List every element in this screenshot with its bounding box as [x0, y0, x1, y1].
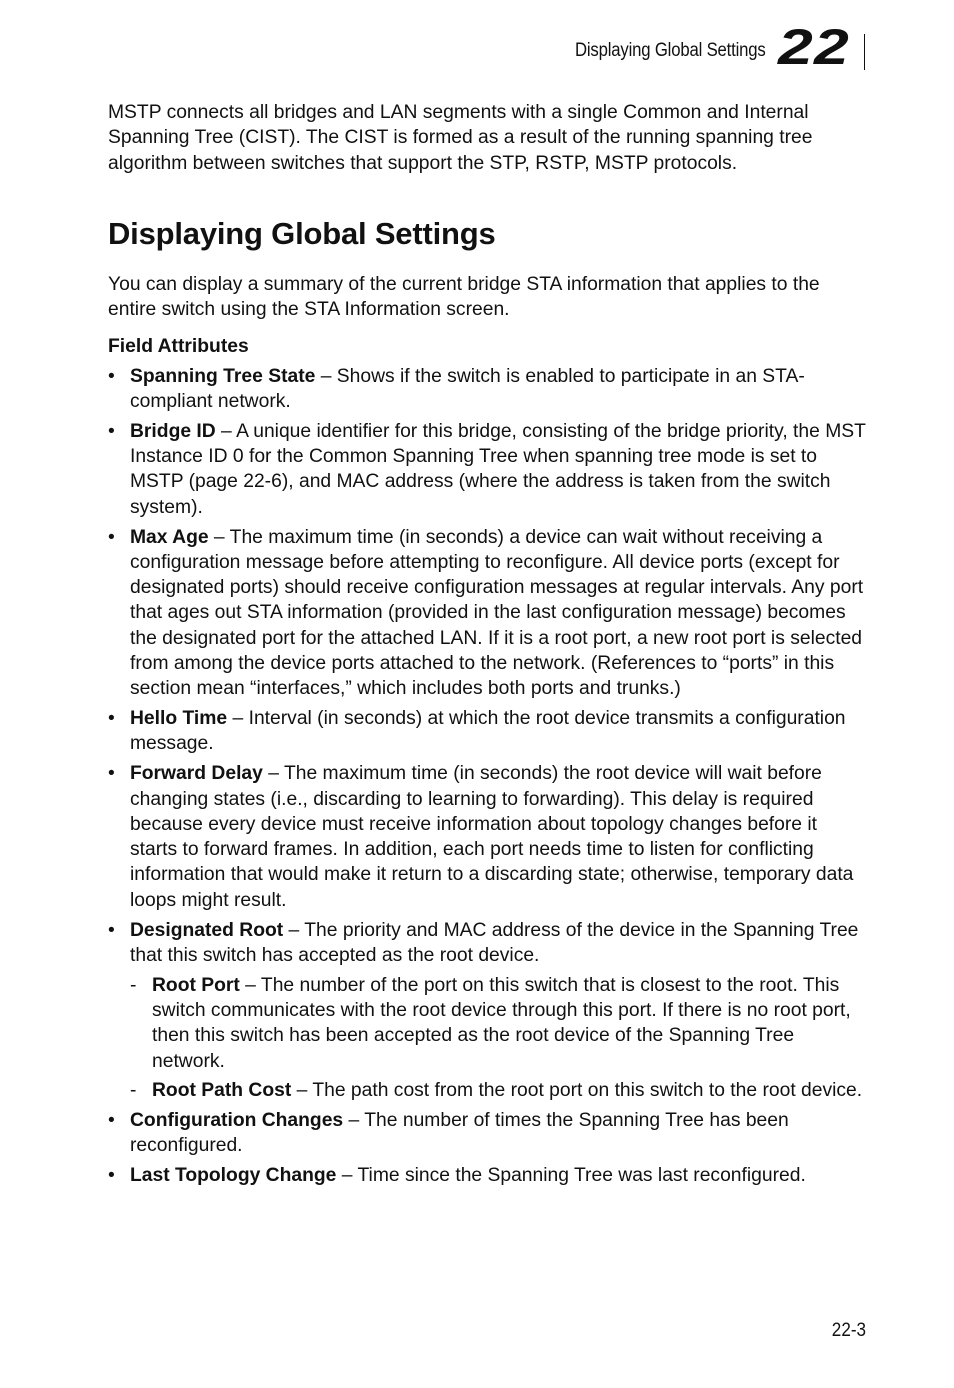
subfield-description: – The number of the port on this switch that is closest to the root. This switch communicates with the root device through this port. If there is no root port, then this switch has been accepted as the root device of the Spanning Tree network.: [152, 974, 851, 1072]
field-term: Spanning Tree State: [130, 365, 316, 387]
header-divider: [864, 34, 865, 70]
field-description: – The number of times the Spanning Tree has been reconfigured.: [130, 1110, 789, 1157]
subfield-term: Root Port: [152, 974, 240, 996]
field-term: Hello Time: [130, 708, 228, 730]
running-header-title: Displaying Global Settings: [575, 40, 766, 61]
field-list: [108, 364, 866, 1189]
page-number: 22-3: [831, 1320, 866, 1341]
field-item-max-age: [108, 525, 866, 702]
subfield-description: – The path cost from the root port on this switch to the root device.: [291, 1080, 863, 1102]
field-description: – The maximum time (in seconds) the root device will wait before changing states (i.e., discarding to learning to forwarding). This delay is required because every device must receive information about topology changes before it starts to forward frames. In addition, each port needs time to listen for conflicting information that would make it return to a discarding state; otherwise, temporary data loops might result.: [130, 763, 854, 911]
field-description: – A unique identifier for this bridge, consisting of the bridge priority, the MST Instance ID 0 for the Common Spanning Tree when spanning tree mode is set to MSTP (page 22-6), and MAC address (where the address is taken from the switch system).: [130, 420, 866, 518]
field-term: Designated Root: [130, 919, 284, 941]
subfield-term: Root Path Cost: [152, 1080, 292, 1102]
field-description: – Shows if the switch is enabled to participate in an STA-compliant network.: [130, 365, 805, 413]
field-attributes-heading: Field Attributes: [108, 336, 249, 358]
subfield-item-root-path-cost: [130, 1078, 866, 1103]
field-description: – Time since the Spanning Tree was last reconfigured.: [336, 1165, 806, 1187]
field-term: Last Topology Change: [130, 1165, 337, 1187]
chapter-number: 22: [778, 19, 851, 75]
field-item-designated-root: [108, 918, 866, 1104]
page-content: [108, 100, 866, 1193]
field-item-forward-delay: [108, 761, 866, 913]
field-description: – The priority and MAC address of the device in the Spanning Tree that this switch has accepted as the root device.: [130, 919, 859, 966]
field-description: – Interval (in seconds) at which the root device transmits a configuration message.: [130, 708, 846, 755]
field-item-spanning-tree-state: [108, 364, 866, 415]
designated-root-subfield-list: [130, 973, 866, 1104]
subfield-item-root-port: [130, 973, 866, 1074]
section-heading: Displaying Global Settings: [108, 215, 496, 251]
field-item-last-topology-change: [108, 1163, 866, 1188]
field-item-hello-time: [108, 706, 866, 757]
field-term: Forward Delay: [130, 763, 263, 785]
intro-paragraph: MSTP connects all bridges and LAN segments with a single Common and Internal Spanning Tree (CIST). The CIST is formed as a result of the running spanning tree algorithm between switches that support the STP, RSTP, MSTP protocols.: [108, 102, 813, 174]
field-item-bridge-id: [108, 419, 866, 520]
field-term: Configuration Changes: [130, 1110, 344, 1132]
field-term: Max Age: [130, 526, 209, 548]
field-description: – The maximum time (in seconds) a device can wait without receiving a configuration message before attempting to reconfigure. All device ports (except for designated ports) should receive configuration messages at regular intervals. Any port that ages out STA information (provided in the last configuration message) becomes the designated port for the attached LAN. If it is a root port, a new root port is selected from among the device ports attached to the network. (References to “ports” in this section mean “interfaces,” which includes both ports and trunks.): [130, 526, 864, 700]
field-item-configuration-changes: [108, 1108, 866, 1159]
field-term: Bridge ID: [130, 420, 216, 442]
summary-paragraph: You can display a summary of the current bridge STA information that applies to the entire switch using the STA Information screen.: [108, 273, 820, 321]
